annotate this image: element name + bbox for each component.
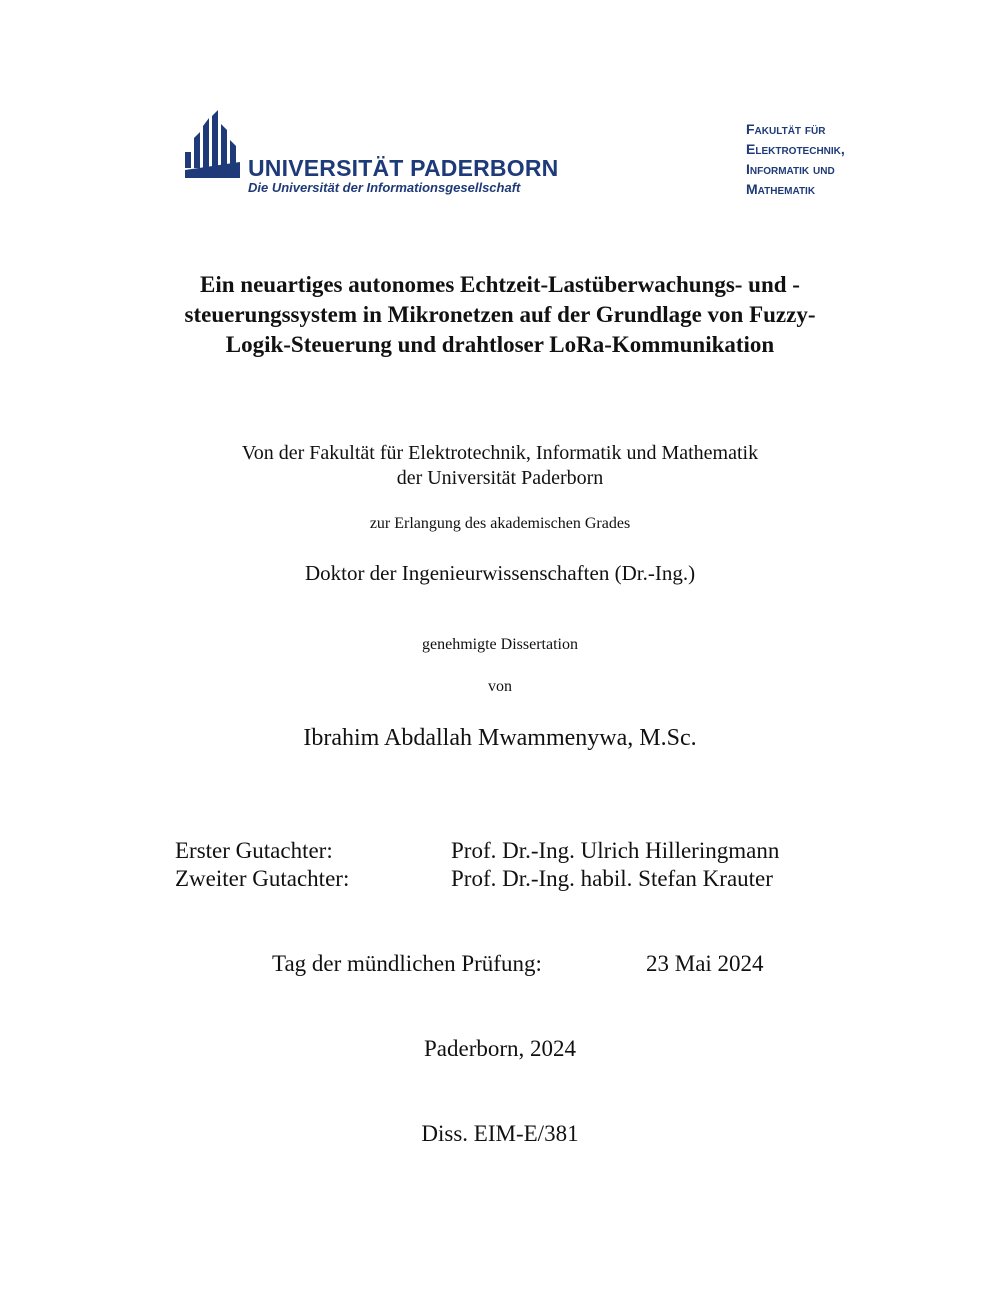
dissertation-title	[0, 270, 1000, 360]
faculty-line: Mathematik	[746, 181, 816, 197]
university-logo	[185, 110, 559, 200]
author-name: Ibrahim Abdallah Mwammenywa, M.Sc.	[303, 725, 697, 751]
submission-line-1: Von der Fakultät für Elektrotechnik, Informatik und Mathematik	[241, 442, 759, 464]
exam-date-value: 23 Mai 2024	[646, 951, 764, 976]
faculty-line: Informatik und	[746, 161, 835, 177]
second-reviewer-label: Zweiter Gutachter:	[175, 866, 350, 891]
faculty-line: Fakultät für	[746, 121, 826, 137]
faculty-name	[746, 119, 845, 199]
university-emblem-icon	[185, 110, 245, 182]
first-reviewer-name: Prof. Dr.-Ing. Ulrich Hilleringmann	[451, 838, 780, 863]
title-line: steuerungssystem in Mikronetzen auf der Grundlage von Fuzzy-	[184, 302, 816, 327]
title-line: Ein neuartiges autonomes Echtzeit-Lastüberwachungs- und -	[200, 272, 800, 297]
place-year: Paderborn, 2024	[423, 1036, 577, 1061]
approved-text: genehmigte Dissertation	[422, 636, 578, 653]
title-line: Logik-Steuerung und drahtloser LoRa-Kommunikation	[225, 332, 775, 357]
university-tagline: Die Universität der Informationsgesellschaft	[248, 180, 521, 195]
second-reviewer-name: Prof. Dr.-Ing. habil. Stefan Krauter	[451, 866, 773, 891]
by-text: von	[488, 678, 512, 695]
dissertation-number: Diss. EIM-E/381	[421, 1121, 579, 1146]
exam-date-label: Tag der mündlichen Prüfung:	[272, 951, 542, 976]
faculty-line: Elektrotechnik,	[746, 141, 845, 157]
degree-text: Doktor der Ingenieurwissenschaften (Dr.-Ing.)	[304, 561, 696, 585]
first-reviewer-label: Erster Gutachter:	[175, 838, 333, 863]
submission-line-2: der Universität Paderborn	[396, 467, 604, 489]
university-name: UNIVERSITÄT PADERBORN	[248, 155, 559, 181]
submission-statement	[0, 441, 1000, 491]
purpose-text: zur Erlangung des akademischen Grades	[369, 515, 631, 532]
